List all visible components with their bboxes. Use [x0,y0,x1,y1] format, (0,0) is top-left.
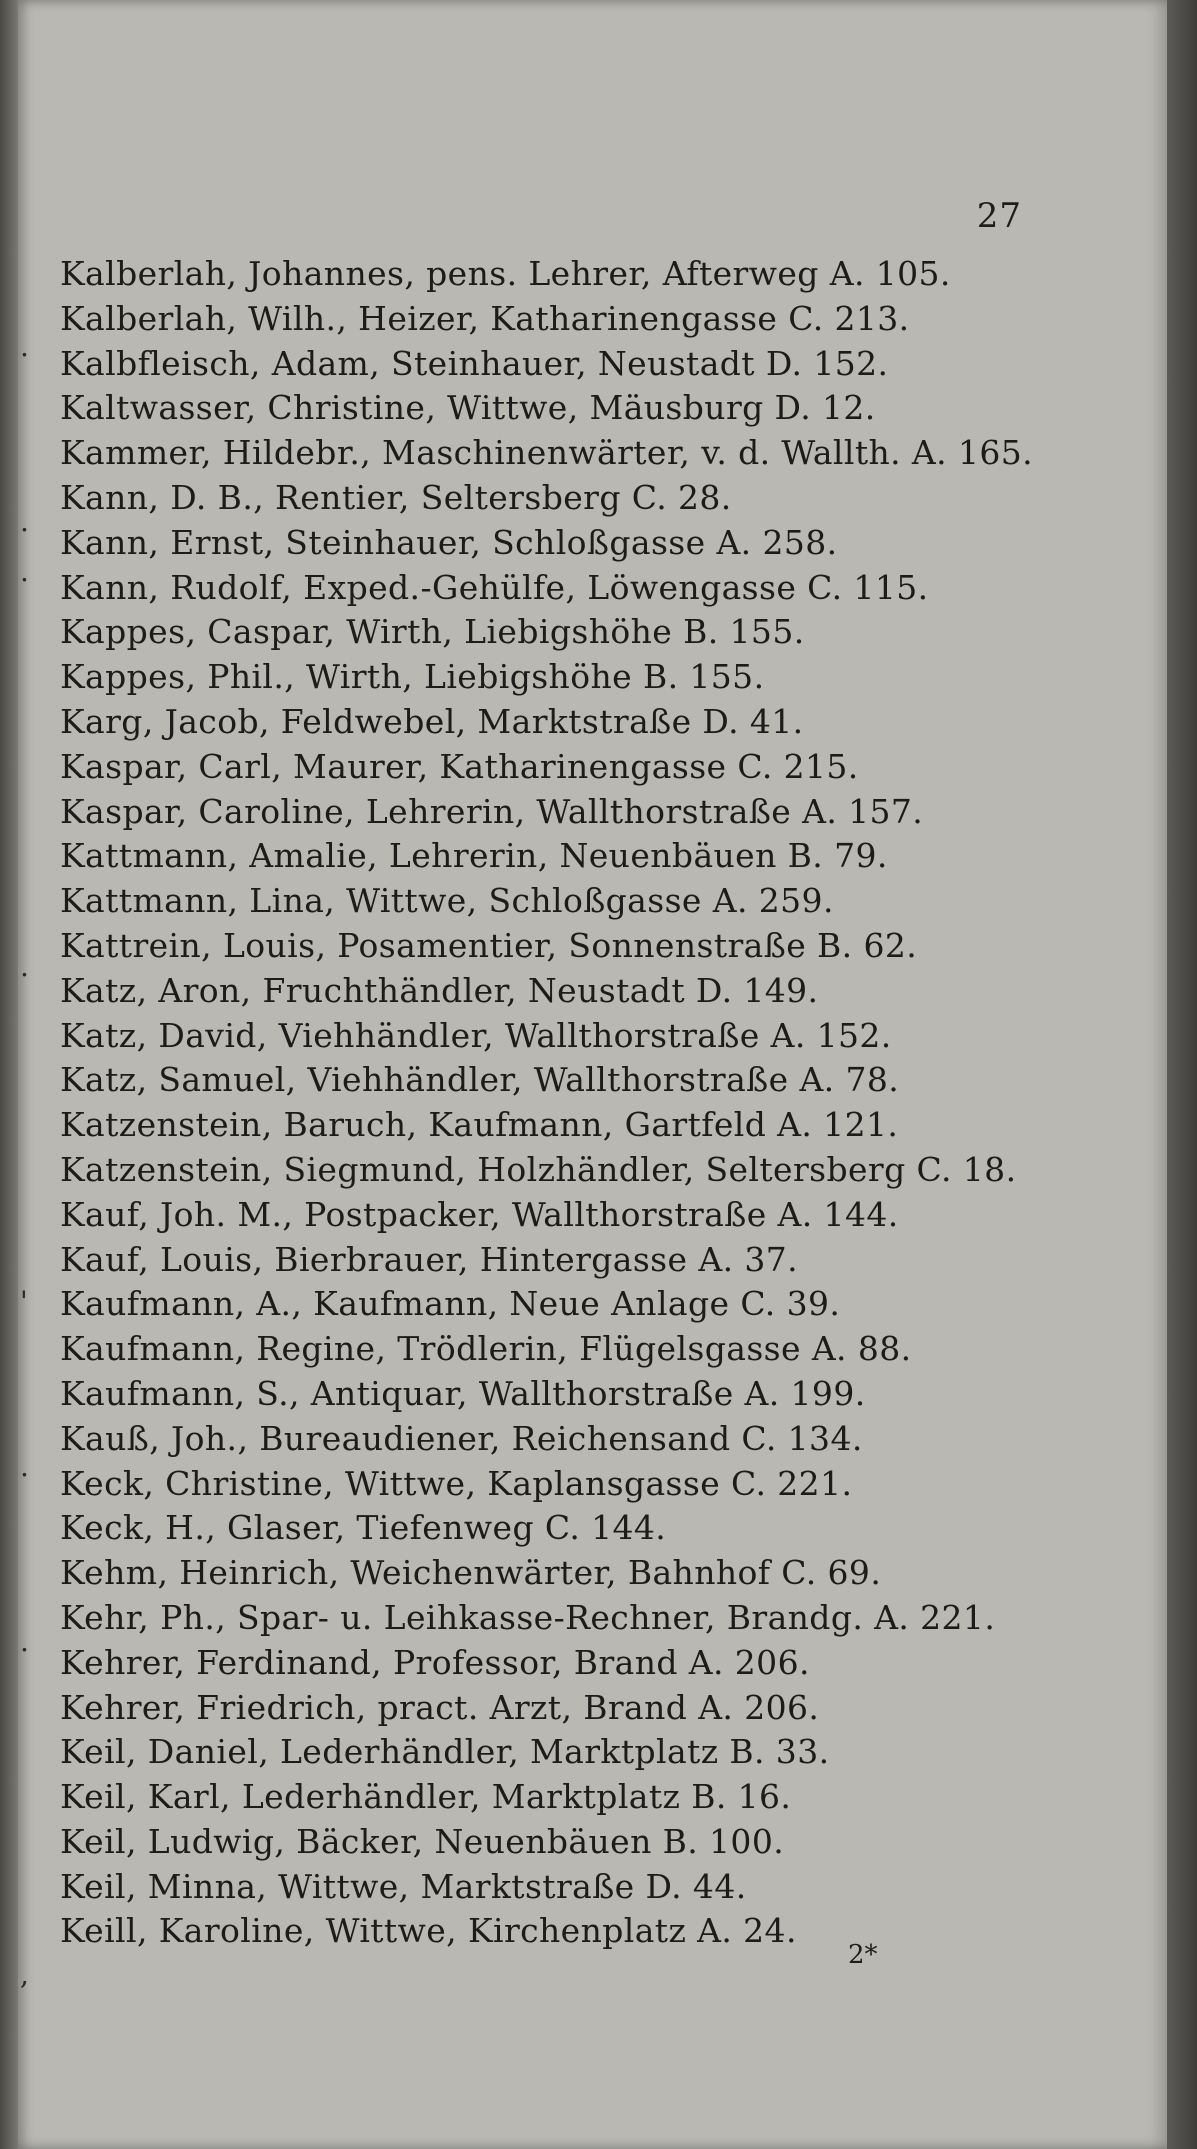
page-number: 27 [976,196,1022,236]
directory-entry: Kattmann, Amalie, Lehrerin, Neuenbäuen B. 79. [60,836,888,876]
directory-entry: Kauf, Joh. M., Postpacker, Wallthorstraße A. 144. [60,1194,899,1234]
margin-mark: . [20,1450,29,1483]
directory-entry: Keil, Daniel, Lederhändler, Marktplatz B. 33. [60,1732,830,1772]
directory-entry: Kaspar, Carl, Maurer, Katharinengasse C. 215. [60,746,859,786]
directory-entry: Keil, Ludwig, Bäcker, Neuenbäuen B. 100. [60,1821,785,1861]
directory-entry: Katzenstein, Siegmund, Holzhändler, Seltersberg C. 18. [60,1149,1017,1189]
directory-entry: Kehrer, Ferdinand, Professor, Brand A. 206. [60,1642,810,1682]
signature-mark: 2* [848,1940,878,1970]
directory-entry: Kaufmann, Regine, Trödlerin, Flügelsgasse A. 88. [60,1329,912,1369]
directory-entry: Kattmann, Lina, Wittwe, Schloßgasse A. 259. [60,881,834,921]
page-shadow-edge [1167,0,1197,2149]
directory-entry: Kann, Rudolf, Exped.-Gehülfe, Löwengasse C. 115. [60,567,929,607]
margin-mark: . [20,1625,29,1658]
margin-mark: . [20,505,29,538]
directory-entry: Kalbfleisch, Adam, Steinhauer, Neustadt D. 152. [60,343,889,383]
margin-mark: . [20,950,29,983]
directory-entry: Kappes, Caspar, Wirth, Liebigshöhe B. 155. [60,612,805,652]
directory-entry: Keil, Minna, Wittwe, Marktstraße D. 44. [60,1866,747,1906]
margin-mark: , [20,1958,29,1991]
directory-entry: Kalberlah, Johannes, pens. Lehrer, Afterweg A. 105. [60,254,951,293]
directory-entry: Keck, H., Glaser, Tiefenweg C. 144. [60,1508,667,1548]
directory-entry: Katzenstein, Baruch, Kaufmann, Gartfeld A. 121. [60,1105,899,1145]
directory-entry: Katz, Aron, Fruchthändler, Neustadt D. 149. [60,970,819,1010]
directory-entries [60,252,1033,1954]
directory-entry: Keck, Christine, Wittwe, Kaplansgasse C. 221. [60,1463,853,1503]
directory-entry: Kauf, Louis, Bierbrauer, Hintergasse A. 37. [60,1239,799,1279]
directory-entry: Kehrer, Friedrich, pract. Arzt, Brand A. 206. [60,1687,820,1727]
directory-entry: Kaufmann, S., Antiquar, Wallthorstraße A. 199. [60,1373,866,1413]
directory-entry: Keil, Karl, Lederhändler, Marktplatz B. 16. [60,1777,792,1817]
margin-mark: . [20,555,29,588]
directory-entry: Kehr, Ph., Spar- u. Leihkasse-Rechner, Brandg. A. 221. [60,1597,996,1637]
margin-mark: ' [20,1285,28,1318]
directory-entry: Kappes, Phil., Wirth, Liebigshöhe B. 155. [60,657,765,697]
directory-entry: Kann, Ernst, Steinhauer, Schloßgasse A. 258. [60,522,838,562]
directory-entry: Kaspar, Caroline, Lehrerin, Wallthorstraße A. 157. [60,791,924,831]
directory-entry: Kaltwasser, Christine, Wittwe, Mäusburg D. 12. [60,388,876,428]
directory-entry: Kauß, Joh., Bureaudiener, Reichensand C. 134. [60,1418,863,1458]
directory-entry: Kammer, Hildebr., Maschinenwärter, v. d. Wallth. A. 165. [60,433,1034,473]
directory-entry: Karg, Jacob, Feldwebel, Marktstraße D. 41. [60,701,804,741]
directory-entry: Keill, Karoline, Wittwe, Kirchenplatz A. 24. [60,1911,797,1951]
directory-entry: Katz, David, Viehhändler, Wallthorstraße A. 152. [60,1015,892,1055]
margin-mark: . [20,330,29,363]
directory-entry: Kann, D. B., Rentier, Seltersberg C. 28. [60,477,732,517]
directory-entry: Kehm, Heinrich, Weichenwärter, Bahnhof C. 69. [60,1553,882,1593]
directory-entry: Kalberlah, Wilh., Heizer, Katharinengasse C. 213. [60,298,910,338]
directory-entry: Kattrein, Louis, Posamentier, Sonnenstraße B. 62. [60,925,918,965]
directory-entry: Kaufmann, A., Kaufmann, Neue Anlage C. 39. [60,1284,841,1324]
directory-entry: Katz, Samuel, Viehhändler, Wallthorstraße A. 78. [60,1060,900,1100]
book-page [18,0,1168,2149]
